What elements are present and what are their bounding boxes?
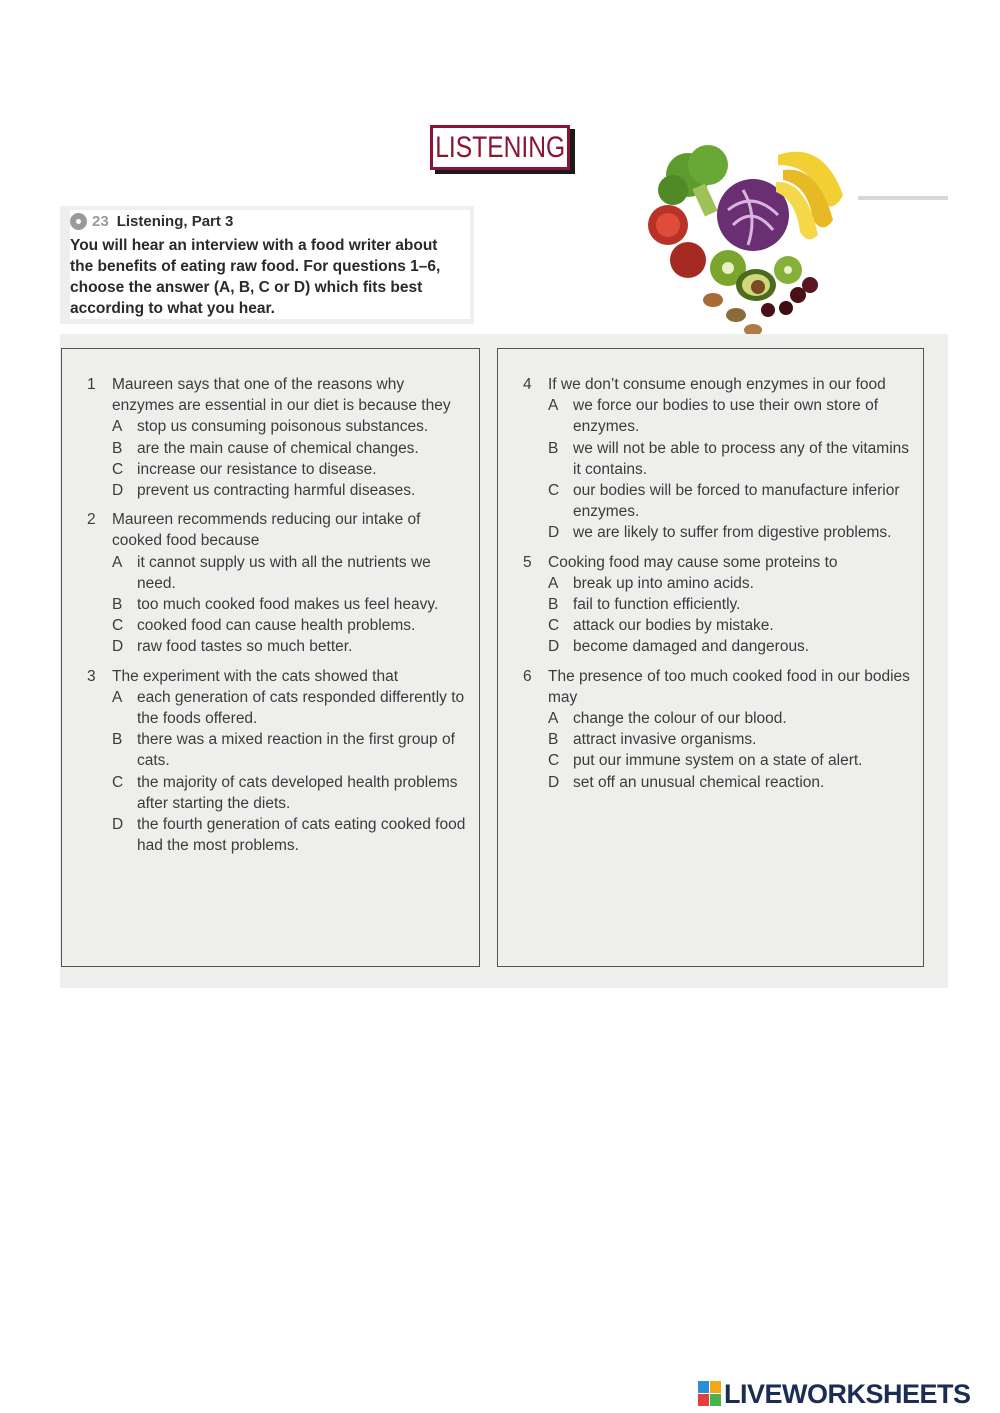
question-number: 1: [87, 376, 96, 393]
option-text: we force our bodies to use their own store of enzymes.: [573, 397, 878, 436]
option-text: stop us consuming poisonous substances.: [137, 418, 429, 436]
question-text: Maureen recommends reducing our intake of cooked food because: [112, 511, 421, 550]
option-letter: B: [112, 731, 123, 749]
option-4-a[interactable]: [523, 395, 918, 437]
option-2-d[interactable]: [87, 636, 467, 657]
option-letter: C: [112, 773, 124, 791]
track-number: 23: [92, 212, 109, 230]
option-text: we will not be able to process any of the vitamins it contains.: [573, 439, 910, 478]
question-list-right: [523, 374, 918, 801]
option-letter: C: [112, 460, 124, 478]
questions-box-left: [61, 348, 480, 967]
option-text: change the colour of our blood.: [573, 710, 787, 728]
question-text: Maureen says that one of the reasons why enzymes are essential in our diet is because they: [112, 376, 451, 415]
option-text: it cannot supply us with all the nutrients we need.: [137, 553, 431, 592]
option-letter: C: [112, 617, 124, 635]
question-text: The experiment with the cats showed that: [112, 667, 399, 685]
instructions-panel: [60, 206, 474, 324]
option-text: raw food tastes so much better.: [137, 638, 353, 656]
option-5-c[interactable]: [523, 615, 918, 636]
question-number: 6: [523, 667, 532, 685]
question-number: 5: [523, 553, 532, 571]
option-4-c[interactable]: [523, 480, 918, 522]
option-text: attack our bodies by mistake.: [573, 617, 774, 635]
option-2-c[interactable]: [87, 615, 467, 636]
option-text: we are likely to suffer from digestive problems.: [573, 524, 892, 542]
title-box: [430, 125, 570, 170]
option-3-c[interactable]: [87, 772, 467, 814]
option-letter: A: [548, 710, 559, 728]
option-letter: D: [548, 638, 560, 656]
option-text: are the main cause of chemical changes.: [137, 439, 419, 457]
option-5-d[interactable]: [523, 636, 918, 657]
option-letter: A: [548, 574, 559, 592]
option-letter: B: [548, 731, 559, 749]
option-letter: B: [548, 596, 559, 614]
option-6-b[interactable]: [523, 729, 918, 750]
option-4-b[interactable]: [523, 438, 918, 480]
instructions-box: [70, 210, 470, 319]
option-letter: B: [112, 596, 123, 614]
option-letter: A: [112, 688, 123, 706]
option-4-d[interactable]: [523, 522, 918, 543]
instructions-text: You will hear an interview with a food writer about the benefits of eating raw food. For questions 1–6, choose the answer (A, B, C or D) which fits best according to what you hear.: [70, 237, 441, 317]
question-1: [87, 374, 467, 501]
option-text: our bodies will be forced to manufacture inferior enzymes.: [573, 482, 900, 521]
option-text: the majority of cats developed health problems after starting the diets.: [137, 773, 458, 812]
option-2-b[interactable]: [87, 594, 467, 615]
questions-panel: [60, 334, 948, 988]
option-3-d[interactable]: [87, 814, 467, 856]
option-text: increase our resistance to disease.: [137, 460, 377, 478]
option-6-c[interactable]: [523, 750, 918, 771]
option-5-b[interactable]: [523, 594, 918, 615]
option-letter: D: [112, 816, 124, 834]
option-text: attract invasive organisms.: [573, 731, 757, 749]
option-letter: D: [548, 524, 560, 542]
question-4: [523, 374, 918, 544]
option-letter: A: [548, 397, 559, 415]
option-6-a[interactable]: [523, 708, 918, 729]
option-1-d[interactable]: [87, 480, 467, 501]
question-number: 3: [87, 667, 96, 685]
audio-cd-icon: [70, 213, 87, 230]
option-letter: C: [548, 617, 560, 635]
option-letter: D: [112, 482, 124, 500]
option-letter: D: [548, 773, 560, 791]
option-5-a[interactable]: [523, 573, 918, 594]
option-2-a[interactable]: [87, 552, 467, 594]
option-text: each generation of cats responded differently to the foods offered.: [137, 688, 465, 728]
option-text: put our immune system on a state of alert.: [573, 752, 863, 770]
question-list-left: [87, 374, 467, 864]
question-2: [87, 509, 467, 657]
option-text: too much cooked food makes us feel heavy.: [137, 596, 439, 614]
option-6-d[interactable]: [523, 772, 918, 793]
option-text: fail to function efficiently.: [573, 596, 741, 614]
option-text: set off an unusual chemical reaction.: [573, 773, 825, 791]
question-text: If we don’t consume enough enzymes in our food: [548, 376, 886, 393]
question-6: [523, 666, 918, 793]
heart-illustration: [648, 120, 858, 338]
option-3-a[interactable]: [87, 687, 467, 729]
liveworksheets-logo[interactable]: [698, 1377, 971, 1411]
liveworksheets-logo-icon: [698, 1381, 722, 1407]
question-3: [87, 666, 467, 857]
option-letter: B: [112, 439, 123, 457]
option-1-c[interactable]: [87, 459, 467, 480]
option-letter: A: [112, 553, 123, 571]
option-letter: A: [112, 418, 123, 436]
question-5: [523, 552, 918, 658]
question-number: 2: [87, 511, 96, 529]
part-label: Listening, Part 3: [116, 212, 234, 230]
option-3-b[interactable]: [87, 729, 467, 771]
option-letter: C: [548, 752, 560, 770]
question-text: The presence of too much cooked food in our bodies may: [548, 667, 910, 706]
option-letter: D: [112, 638, 124, 656]
option-letter: B: [548, 439, 559, 457]
divider: [856, 196, 948, 200]
fruit-vegetable-heart-image: [648, 120, 858, 338]
option-text: become damaged and dangerous.: [573, 638, 810, 656]
option-1-b[interactable]: [87, 438, 467, 459]
option-text: cooked food can cause health problems.: [137, 617, 416, 635]
option-text: the fourth generation of cats eating cooked food had the most problems.: [137, 816, 466, 855]
option-text: break up into amino acids.: [573, 574, 754, 592]
option-letter: C: [548, 482, 560, 500]
option-text: there was a mixed reaction in the first group of cats.: [137, 731, 455, 770]
option-text: prevent us contracting harmful diseases.: [137, 482, 416, 500]
page-title: LISTENING: [435, 130, 565, 164]
question-number: 4: [523, 376, 532, 393]
part-heading: [70, 210, 470, 232]
option-1-a[interactable]: [87, 416, 467, 437]
question-text: Cooking food may cause some proteins to: [548, 553, 838, 571]
logo-text: LIVEWORKSHEETS: [724, 1378, 971, 1409]
questions-box-right: [497, 348, 924, 967]
